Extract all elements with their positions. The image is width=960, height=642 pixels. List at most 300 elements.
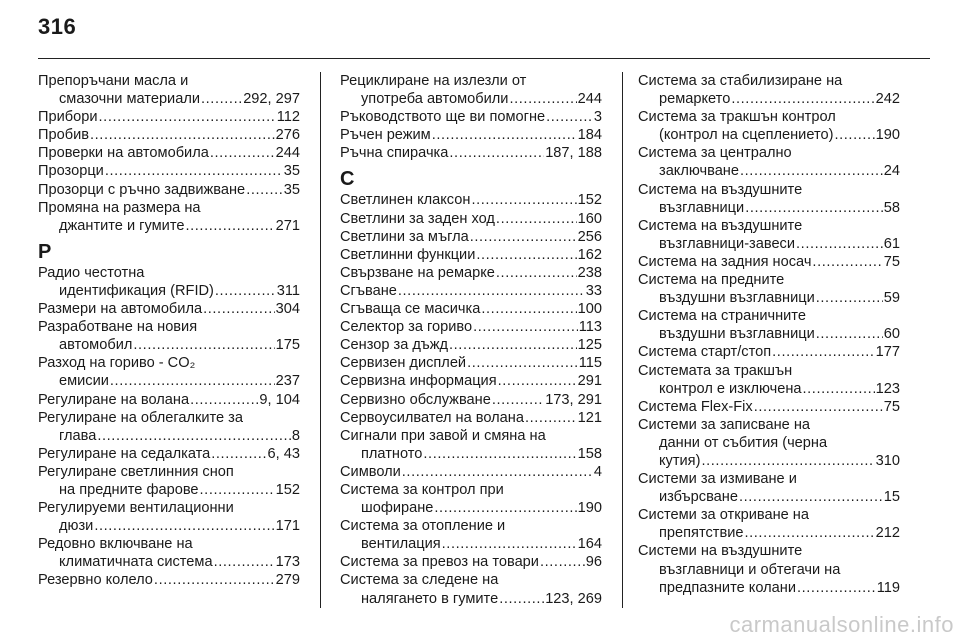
index-entry-last-line	[340, 553, 602, 571]
page-number: 316	[38, 14, 77, 39]
index-entry	[38, 409, 300, 445]
dot-leader	[492, 391, 544, 409]
index-entry-pages: 123, 269	[545, 590, 602, 607]
index-entry-term: Светлини за мъгла	[340, 228, 469, 245]
index-entry-pages: 35	[283, 181, 300, 198]
index-entry-pages: 33	[585, 282, 602, 299]
index-entry	[340, 481, 602, 517]
index-entry-term: Селектор за гориво	[340, 319, 473, 336]
index-entry-term: ремаркето	[659, 91, 731, 108]
index-entry-term-line: Рециклиране на излезли от	[340, 73, 527, 89]
dot-leader	[105, 162, 283, 180]
index-entry-term: налягането в гумите	[361, 590, 499, 607]
index-entry-term: Сгъване	[340, 282, 397, 299]
index-entry	[340, 246, 602, 264]
index-entry-last-line	[38, 445, 300, 463]
index-entry-term: възглавници-завеси	[659, 235, 796, 252]
index-entry-term: идентификация (RFID)	[59, 282, 214, 299]
index-entry	[340, 463, 602, 481]
index-entry-pages: 292, 297	[243, 91, 300, 108]
index-entry-term: Система Flex-Fix	[638, 398, 753, 415]
index-entry-term-line: Система за контрол при	[340, 481, 504, 498]
index-entry-last-line	[638, 289, 900, 307]
index-entry-term-line: Системи за измиване и	[638, 471, 797, 488]
index-entry-last-line	[38, 90, 300, 108]
dot-leader	[99, 108, 276, 126]
index-entry-pages: 152	[577, 192, 602, 209]
index-entry-pages: 238	[577, 264, 602, 281]
index-column-2	[340, 72, 602, 608]
index-entry-last-line	[340, 228, 602, 246]
index-entry-term-line: Системи за записване на	[638, 416, 810, 433]
index-entry-pages: 113	[578, 319, 602, 336]
index-entry-last-line	[638, 325, 900, 343]
index-entry-last-line	[340, 336, 602, 354]
index-entry	[638, 72, 900, 108]
index-entry-term: Регулиране на волана	[38, 391, 190, 408]
index-entry-pages: 279	[275, 572, 300, 589]
index-entry-term: Ръчна спирачка	[340, 145, 449, 162]
index-entry-last-line	[340, 409, 602, 427]
index-entry-pages: 244	[577, 91, 602, 108]
index-entry	[38, 108, 300, 126]
index-entry	[638, 416, 900, 470]
index-entry-term-line: Разход на гориво - CO₂	[38, 355, 196, 372]
index-entry-last-line	[38, 553, 300, 571]
index-entry	[340, 210, 602, 228]
index-entry-last-line	[340, 108, 602, 126]
index-entry-term-line: данни от събития (черна	[659, 434, 828, 451]
index-entry-term: Сервоусилвател на волана	[340, 409, 524, 426]
index-entry-term: възглавници	[659, 199, 745, 216]
index-entry-pages: 291	[577, 373, 602, 390]
index-entry	[638, 470, 900, 506]
dot-leader	[803, 380, 875, 398]
dot-leader	[214, 553, 275, 571]
index-entry-term: Сервизна информация	[340, 373, 497, 390]
index-entry-pages: 15	[883, 489, 900, 506]
index-entry-last-line	[38, 372, 300, 390]
index-entry-last-line	[340, 445, 602, 463]
index-entry-term: Система старт/стоп	[638, 344, 772, 361]
index-entry-pages: 58	[883, 199, 900, 216]
dot-leader	[154, 571, 275, 589]
index-entry-last-line	[638, 199, 900, 217]
index-entry	[38, 300, 300, 318]
index-entry-term-line: Разработване на новия	[38, 319, 198, 336]
index-entry-term-line: Система за отопление и	[340, 518, 506, 535]
index-entry-term: на предните фарове	[59, 481, 199, 498]
index-entry-last-line	[38, 300, 300, 318]
index-entry	[340, 409, 602, 427]
dot-leader	[540, 553, 585, 571]
index-entry	[38, 181, 300, 199]
dot-leader	[772, 343, 875, 361]
index-entry-term: Светлинен клаксон	[340, 192, 471, 209]
index-entry-pages: 173, 291	[545, 391, 602, 408]
index-entry	[38, 318, 300, 354]
index-entry-pages: 171	[275, 518, 300, 535]
dot-leader	[546, 108, 593, 126]
dot-leader	[476, 246, 576, 264]
index-entry-pages: 75	[883, 398, 900, 415]
index-entry	[638, 398, 900, 416]
index-entry	[38, 463, 300, 499]
dot-leader	[215, 282, 276, 300]
index-entry-term: Символи	[340, 463, 401, 480]
index-entry	[638, 542, 900, 596]
index-entry-pages: 24	[883, 163, 900, 180]
index-entry	[38, 264, 300, 300]
index-entry-last-line	[340, 354, 602, 372]
index-entry-term: Ръководството ще ви помогне	[340, 109, 546, 126]
dot-leader	[203, 300, 275, 318]
dot-leader	[744, 524, 874, 542]
index-entry-last-line	[638, 398, 900, 416]
index-entry-last-line	[340, 318, 602, 336]
index-entry-pages: 100	[577, 301, 602, 318]
index-entry-last-line	[340, 264, 602, 282]
index-entry	[340, 264, 602, 282]
index-entry-term: заключване	[659, 163, 739, 180]
dot-leader	[509, 90, 576, 108]
index-entry-term-line: Система на въздушните	[638, 181, 803, 198]
index-entry-last-line	[38, 108, 300, 126]
index-entry-term: дюзи	[59, 518, 94, 535]
index-entry-term-line: Система за тракшън контрол	[638, 109, 836, 126]
index-entry-pages: 160	[577, 210, 602, 227]
dot-leader	[496, 210, 577, 228]
index-entry-last-line	[340, 391, 602, 409]
index-entry	[340, 144, 602, 162]
index-entry	[638, 181, 900, 217]
index-entry-term: Размери на автомобила	[38, 301, 203, 318]
index-entry-last-line	[638, 579, 900, 597]
index-entry-term-line: Система на предните	[638, 272, 785, 289]
index-entry-term: Прозорци с ръчно задвижване	[38, 181, 246, 198]
index-entry-pages: 173	[275, 554, 300, 571]
index-entry-last-line	[340, 210, 602, 228]
index-entry-pages: 244	[275, 145, 300, 162]
index-entry	[638, 144, 900, 180]
dot-leader	[432, 126, 577, 144]
index-entry-pages: 242	[875, 91, 900, 108]
index-entry-pages: 271	[275, 217, 300, 234]
index-entry-pages: 184	[577, 127, 602, 144]
index-entry	[638, 343, 900, 361]
index-entry	[38, 72, 300, 108]
dot-leader	[481, 300, 576, 318]
index-entry-term: Свързване на ремарке	[340, 264, 495, 281]
index-entry	[340, 108, 602, 126]
dot-leader	[434, 499, 576, 517]
dot-leader	[201, 90, 242, 108]
dot-leader	[449, 336, 577, 354]
dot-leader	[402, 463, 593, 481]
index-entry-last-line	[638, 343, 900, 361]
index-entry-term-line: Системи за откриване на	[638, 507, 809, 524]
index-entry-pages: 304	[275, 301, 300, 318]
dot-leader	[812, 253, 882, 271]
dot-leader	[797, 579, 876, 597]
index-entry	[638, 217, 900, 253]
index-letter-heading: Р	[38, 240, 52, 263]
index-entry	[38, 445, 300, 463]
index-entry-term: Светлинни функции	[340, 246, 476, 263]
dot-leader	[133, 336, 274, 354]
index-entry-pages: 3	[593, 109, 602, 126]
index-entry-last-line	[638, 162, 900, 180]
index-entry-pages: 158	[577, 445, 602, 462]
index-entry	[340, 372, 602, 390]
index-entry-last-line	[340, 191, 602, 209]
index-entry-last-line	[38, 144, 300, 162]
dot-leader	[754, 398, 883, 416]
index-entry	[38, 535, 300, 571]
index-entry-pages: 59	[883, 290, 900, 307]
dot-leader	[739, 488, 883, 506]
index-entry-pages: 190	[577, 500, 602, 517]
index-entry-pages: 175	[275, 337, 300, 354]
index-entry-term: (контрол на сцеплението)	[659, 127, 834, 144]
index-entry-term: Сервизен дисплей	[340, 355, 467, 372]
index-entry-term: употреба автомобили	[361, 91, 509, 108]
index-entry-term: смазочни материали	[59, 91, 200, 108]
index-entry-term-line: Система за следене на	[340, 572, 499, 589]
index-entry-term-line: Промяна на размера на	[38, 199, 201, 216]
index-entry-pages: 187, 188	[545, 145, 602, 162]
index-entry-last-line	[638, 488, 900, 506]
index-entry-last-line	[340, 246, 602, 264]
index-entry-pages: 119	[876, 579, 900, 596]
index-entry-term-line: Система за централно	[638, 145, 792, 162]
dot-leader	[442, 535, 577, 553]
index-entry	[38, 571, 300, 589]
index-entry-term: глава	[59, 427, 97, 444]
index-entry-term: контрол е изключена	[659, 380, 802, 397]
index-entry	[638, 307, 900, 343]
dot-leader	[185, 217, 274, 235]
index-entry-term: Проверки на автомобила	[38, 145, 209, 162]
index-entry-last-line	[38, 391, 300, 409]
index-entry	[638, 253, 900, 271]
index-entry-pages: 212	[875, 525, 900, 542]
index-entry-term: въздушни възглавници	[659, 290, 815, 307]
index-entry	[38, 354, 300, 390]
index-entry	[340, 318, 602, 336]
index-entry-pages: 152	[275, 481, 300, 498]
index-entry	[340, 354, 602, 372]
index-entry-term: Регулиране на седалката	[38, 445, 211, 462]
column-divider	[320, 72, 321, 608]
index-entry-pages: 237	[275, 373, 300, 390]
index-entry-pages: 9, 104	[259, 391, 300, 408]
index-entry-last-line	[638, 452, 900, 470]
dot-leader	[525, 409, 577, 427]
index-entry-term-line: Регулируеми вентилационни	[38, 500, 234, 517]
index-entry-last-line	[340, 372, 602, 390]
dot-leader	[190, 391, 258, 409]
dot-leader	[210, 144, 275, 162]
index-entry-last-line	[38, 427, 300, 445]
index-entry	[638, 271, 900, 307]
index-entry-pages: 35	[283, 163, 300, 180]
index-entry-pages: 311	[276, 282, 300, 299]
index-entry	[340, 336, 602, 354]
index-entry	[638, 108, 900, 144]
index-entry	[340, 228, 602, 246]
index-entry-last-line	[340, 499, 602, 517]
index-entry-pages: 115	[578, 355, 602, 372]
index-entry	[340, 126, 602, 144]
index-entry-term: Сгъваща се масичка	[340, 301, 481, 318]
dot-leader	[731, 90, 874, 108]
index-entry-term-line: Регулиране светлинния сноп	[38, 463, 234, 480]
index-entry-term: шофиране	[361, 500, 434, 517]
index-entry	[638, 362, 900, 398]
index-entry-term: Пробив	[38, 127, 89, 144]
index-entry	[340, 282, 602, 300]
index-entry-last-line	[38, 571, 300, 589]
dot-leader	[499, 590, 544, 608]
index-entry-term: вентилация	[361, 536, 441, 553]
index-entry-pages: 60	[883, 326, 900, 343]
dot-leader	[816, 289, 883, 307]
index-entry	[340, 391, 602, 409]
dot-leader	[449, 144, 544, 162]
index-entry-term: кутия)	[659, 452, 701, 469]
index-entry	[38, 162, 300, 180]
index-entry-last-line	[638, 90, 900, 108]
index-entry-last-line	[638, 524, 900, 542]
index-entry-term: Прибори	[38, 109, 98, 126]
index-entry-pages: 276	[275, 127, 300, 144]
index-entry-pages: 123	[875, 380, 900, 397]
index-entry-last-line	[638, 380, 900, 398]
index-entry-term-line: Система на въздушните	[638, 217, 803, 234]
index-entry-term-line: Система на страничните	[638, 308, 806, 325]
dot-leader	[94, 517, 274, 535]
index-entry-pages: 121	[577, 409, 602, 426]
index-entry-term: Система за превоз на товари	[340, 554, 539, 571]
index-entry	[638, 506, 900, 542]
index-entry-term: джантите и гумите	[59, 217, 185, 234]
dot-leader	[423, 445, 576, 463]
index-entry-last-line	[38, 162, 300, 180]
index-entry-last-line	[340, 126, 602, 144]
index-entry-term: Прозорци	[38, 163, 104, 180]
index-entry-last-line	[638, 253, 900, 271]
index-entry-pages: 125	[577, 337, 602, 354]
index-entry	[38, 144, 300, 162]
index-entry-term: Резервно колело	[38, 572, 153, 589]
index-entry-last-line	[340, 463, 602, 481]
dot-leader	[470, 228, 577, 246]
index-column-1	[38, 72, 300, 590]
dot-leader	[200, 481, 275, 499]
index-entry-last-line	[340, 90, 602, 108]
dot-leader	[110, 372, 275, 390]
index-letter-heading: С	[340, 168, 355, 191]
index-entry-last-line	[38, 126, 300, 144]
index-entry-last-line	[340, 300, 602, 318]
index-entry	[38, 199, 300, 235]
dot-leader	[473, 318, 578, 336]
index-entry-last-line	[38, 517, 300, 535]
dot-leader	[398, 282, 585, 300]
index-entry	[340, 72, 602, 108]
dot-leader	[701, 452, 874, 470]
index-entry-last-line	[38, 282, 300, 300]
dot-leader	[496, 264, 577, 282]
index-entry-last-line	[340, 282, 602, 300]
index-entry-last-line	[638, 235, 900, 253]
index-entry-term: климатичната система	[59, 554, 213, 571]
index-entry-term-line: възглавници и обтегачи на	[659, 561, 841, 578]
watermark-text: carmanualsonline.info	[729, 612, 954, 637]
index-entry-pages: 96	[585, 554, 602, 571]
index-entry-term-line: Радио честотна	[38, 264, 145, 281]
index-entry-term: въздушни възглавници	[659, 326, 815, 343]
index-entry-term: платното	[361, 445, 423, 462]
dot-leader	[97, 427, 291, 445]
index-entry	[340, 191, 602, 209]
index-entry	[340, 517, 602, 553]
index-entry-last-line	[340, 590, 602, 608]
header-rule	[38, 58, 930, 59]
index-column-3	[638, 72, 900, 597]
index-entry	[340, 553, 602, 571]
index-entry-term: препятствие	[659, 525, 744, 542]
index-entry-term: предпазните колани	[659, 579, 796, 596]
index-entry-term: Система на задния носач	[638, 253, 812, 270]
index-entry-last-line	[38, 181, 300, 199]
index-entry-term-line: Системата за тракшън	[638, 362, 793, 379]
index-entry-pages: 310	[875, 452, 900, 469]
index-entry-last-line	[638, 126, 900, 144]
index-entry-pages: 6, 43	[267, 445, 300, 462]
index-entry-last-line	[38, 481, 300, 499]
index-entry-pages: 164	[577, 536, 602, 553]
index-entry-term: Сервизно обслужване	[340, 391, 491, 408]
dot-leader	[498, 372, 577, 390]
dot-leader	[467, 354, 578, 372]
index-entry-term-line: Регулиране на облегалките за	[38, 409, 243, 426]
index-entry	[38, 391, 300, 409]
dot-leader	[745, 199, 883, 217]
index-entry-term-line: Система за стабилизиране на	[638, 73, 843, 89]
index-entry-term-line: Сигнали при завой и смяна на	[340, 427, 546, 444]
index-entry-pages: 162	[577, 246, 602, 263]
index-entry-term-line: Редовно включване на	[38, 536, 193, 553]
index-entry-pages: 75	[883, 253, 900, 270]
index-entry-last-line	[38, 336, 300, 354]
dot-leader	[834, 126, 874, 144]
index-entry-pages: 61	[883, 235, 900, 252]
dot-leader	[816, 325, 883, 343]
index-entry-term: Ръчен режим	[340, 127, 431, 144]
dot-leader	[740, 162, 883, 180]
index-entry-pages: 190	[875, 127, 900, 144]
column-divider	[622, 72, 623, 608]
index-entry-pages: 8	[291, 427, 300, 444]
dot-leader	[796, 235, 883, 253]
index-entry-term: избърсване	[659, 489, 738, 506]
index-entry	[340, 427, 602, 463]
index-entry	[340, 300, 602, 318]
dot-leader	[90, 126, 275, 144]
index-entry	[38, 499, 300, 535]
